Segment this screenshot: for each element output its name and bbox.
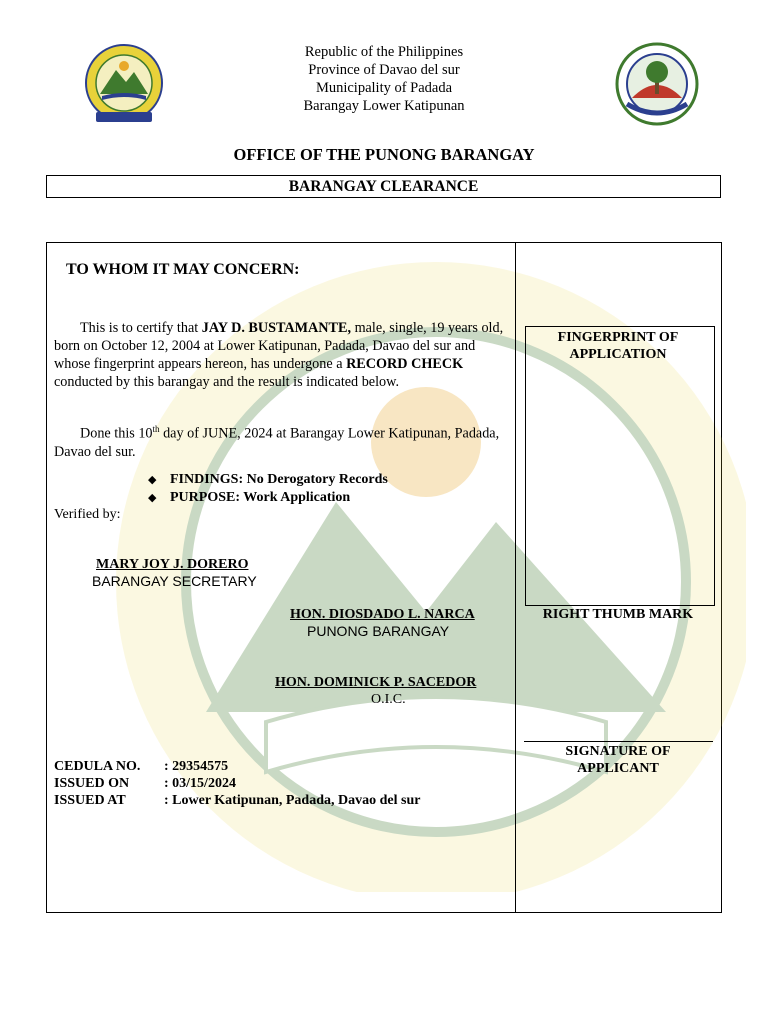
column-divider [515,243,516,912]
certification-paragraph [54,319,510,391]
cedula-number-label: CEDULA NO. [54,759,141,774]
cedula-number-value: : 29354575 [164,759,229,774]
applicant-name: JAY D. BUSTAMANTE, [201,320,352,336]
issued-at-label: ISSUED AT [54,793,126,808]
para-lead: This is to certify that [80,320,202,336]
purpose-text: PURPOSE: Work Application [170,490,351,505]
fingerprint-box [525,326,715,606]
done-lead: Done this 10 [80,425,153,442]
secretary-name: MARY JOY J. DORERO [96,557,249,572]
header-province: Province of Davao del sur [308,62,460,78]
issued-on-label: ISSUED ON [54,776,130,791]
purpose-item [148,489,350,507]
oic-title: O.I.C. [371,692,406,707]
done-ordinal: th [152,424,160,434]
office-title: OFFICE OF THE PUNONG BARANGAY [233,145,535,164]
header-municipality: Municipality of Padada [315,80,453,96]
fingerprint-label: FINGERPRINT OF APPLICATION [557,330,679,362]
verified-by-label: Verified by: [54,507,121,522]
signature-label: SIGNATURE OF APPLICANT [565,744,671,776]
record-check: RECORD CHECK [346,356,464,372]
oic-name: HON. DOMINICK P. SACEDOR [275,675,477,690]
para-middle: male, single, 19 years old, born on October 12, 2004 at Lower Katipunan, Padada, Davao del sur and whose fingerprint appears hereon, has undergone a [54,320,504,372]
header-barangay: Barangay Lower Katipunan [303,98,465,114]
secretary-title: BARANGAY SECRETARY [92,573,257,589]
issued-on-value: : 03/15/2024 [164,776,236,791]
done-paragraph [54,420,510,461]
signature-line [524,741,713,742]
right-thumb-label: RIGHT THUMB MARK [542,607,694,622]
done-rest: day of JUNE, 2024 at Barangay Lower Katipunan, Padada, Davao del sur. [54,425,500,460]
findings-item [148,471,388,489]
document-title: BARANGAY CLEARANCE [46,175,721,198]
cedula-number [54,758,228,775]
cedula-issued-on [54,775,236,792]
salutation: TO WHOM IT MAY CONCERN: [66,261,300,278]
header-country: Republic of the Philippines [304,44,464,60]
punong-barangay-name: HON. DIOSDADO L. NARCA [290,607,475,622]
para-end: conducted by this barangay and the result is indicated below. [54,374,399,390]
cedula-issued-at [54,792,420,809]
issued-at-value: : Lower Katipunan, Padada, Davao del sur [164,793,421,808]
punong-barangay-title: PUNONG BARANGAY [307,623,450,639]
diamond-bullet-icon: ◆ [148,492,157,504]
diamond-bullet-icon: ◆ [148,474,157,486]
findings-text: FINDINGS: No Derogatory Records [170,472,388,487]
